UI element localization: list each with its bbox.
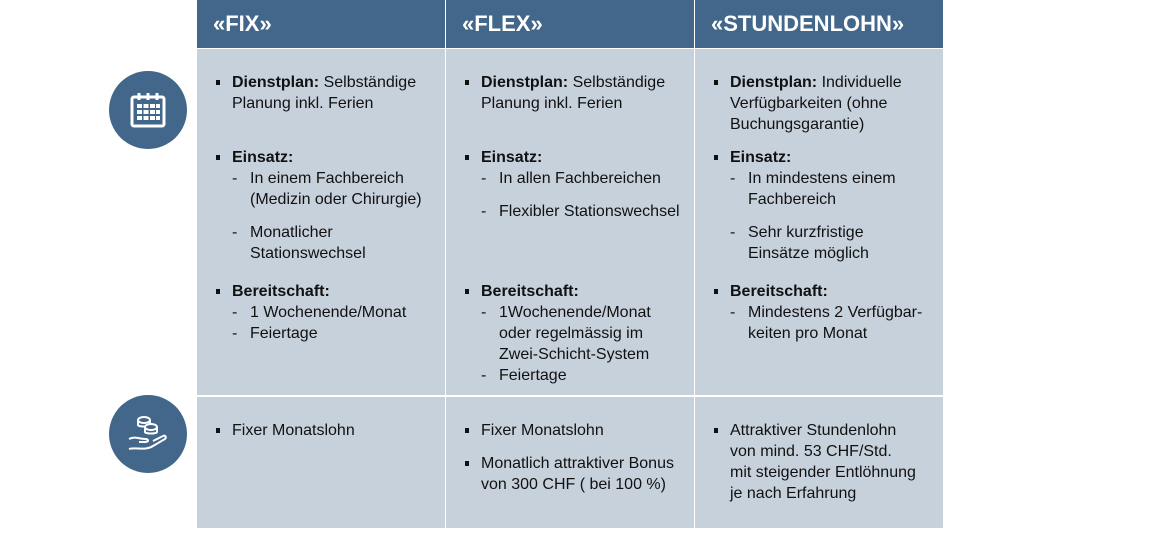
pay-item: Monatlich attraktiver Bonus von 300 CHF ( bei 100 %) <box>464 453 690 495</box>
section-label: Bereitschaft: <box>730 283 828 300</box>
sub-item: - Sehr kurzfristige Einsätze möglich <box>713 222 939 264</box>
benefits-cell <box>695 49 943 395</box>
sub-item: - 1 Wochenende/Monat <box>215 302 441 323</box>
section-label: Dienstplan: <box>481 74 569 91</box>
bullet-item <box>215 147 441 168</box>
section <box>215 147 441 264</box>
section-label: Bereitschaft: <box>481 283 579 300</box>
bullet-item <box>713 72 939 93</box>
section <box>464 72 690 114</box>
section-label: Einsatz: <box>730 149 792 166</box>
section <box>713 281 939 344</box>
section <box>713 147 939 264</box>
bullet-item <box>713 281 939 302</box>
sub-item: - In einem Fachbereich (Medizin oder Chirurgie) <box>215 168 441 210</box>
section-text: Selbständige <box>572 74 666 91</box>
bullet-item <box>713 147 939 168</box>
bullet-item <box>215 72 441 93</box>
pay-section <box>215 420 441 441</box>
bullet-item <box>464 72 690 93</box>
sub-item: - Mindestens 2 Verfügbar- keiten pro Monat <box>713 302 939 344</box>
section-text-line: Verfügbarkeiten (ohne <box>730 95 888 112</box>
pay-cell <box>197 397 445 528</box>
section <box>464 281 690 386</box>
section-text-line: Planung inkl. Ferien <box>481 95 623 112</box>
sub-item: - In allen Fachbereichen <box>464 168 690 189</box>
sub-item: - Feiertage <box>215 323 441 344</box>
pay-cell <box>695 397 943 528</box>
pay-item: Fixer Monatslohn <box>215 420 441 441</box>
sub-item: - 1Wochenende/Monat oder regelmässig im Zwei-Schicht-System <box>464 302 690 365</box>
section-label: Dienstplan: <box>730 74 818 91</box>
bullet-item <box>464 147 690 168</box>
section <box>713 72 939 135</box>
column-header: «FLEX» <box>446 0 694 48</box>
bullet-item <box>464 281 690 302</box>
benefits-cell <box>446 49 694 395</box>
section-label: Einsatz: <box>481 149 543 166</box>
sub-item: - In mindestens einem Fachbereich <box>713 168 939 210</box>
section-label: Dienstplan: <box>232 74 320 91</box>
sub-item: - Flexibler Stationswechsel <box>464 201 690 222</box>
hand-coins-icon <box>109 395 187 473</box>
bullet-item <box>215 281 441 302</box>
column-header: «STUNDENLOHN» <box>695 0 943 48</box>
pay-cell <box>446 397 694 528</box>
section <box>464 147 690 222</box>
section <box>215 281 441 344</box>
section-text-line: Planung inkl. Ferien <box>232 95 374 112</box>
pay-item: Attraktiver Stundenlohn von mind. 53 CHF/Std. mit steigender Entlöhnung je nach Erfahrung <box>713 420 939 504</box>
section-text-line: Buchungsgarantie) <box>730 116 865 133</box>
sub-item: - Monatlicher Stationswechsel <box>215 222 441 264</box>
section <box>215 72 441 114</box>
section-text: Individuelle <box>821 74 902 91</box>
pay-item: Fixer Monatslohn <box>464 420 690 441</box>
pay-section <box>713 420 939 504</box>
benefits-cell <box>197 49 445 395</box>
section-label: Bereitschaft: <box>232 283 330 300</box>
sub-item: - Feiertage <box>464 365 690 386</box>
column-header: «FIX» <box>197 0 445 48</box>
pay-section <box>464 420 690 495</box>
section-label: Einsatz: <box>232 149 294 166</box>
calendar-icon <box>109 71 187 149</box>
section-text: Selbständige <box>323 74 417 91</box>
